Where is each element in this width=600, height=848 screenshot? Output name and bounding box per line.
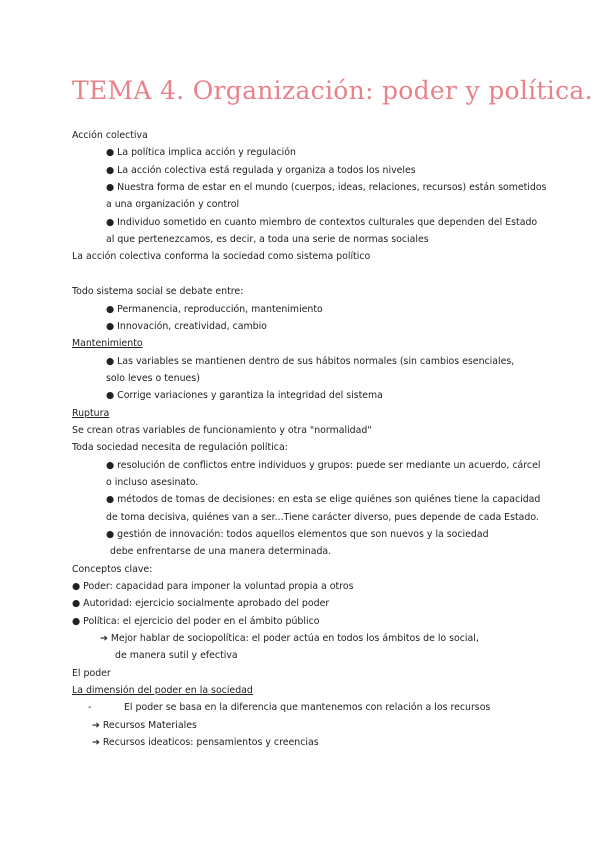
bullet-continuation: solo leves o tenues) <box>106 373 200 384</box>
bullet-item: ● Autoridad: ejercicio socialmente aprobado del poder <box>72 598 330 609</box>
dash-marker: - <box>88 702 92 713</box>
bullet-continuation: o incluso asesinato. <box>106 477 199 488</box>
bullet-item: ● La acción colectiva está regulada y organiza a todos los niveles <box>106 165 416 176</box>
bullet-item: ● resolución de conflictos entre individuos y grupos: puede ser mediante un acuerdo, cárcel <box>106 460 541 471</box>
subheading-ruptura: Ruptura <box>72 408 110 419</box>
bullet-item: ● Poder: capacidad para imponer la voluntad propia a otros <box>72 581 354 592</box>
bullet-item: ● Corrige variaciones y garantiza la integridad del sistema <box>106 390 383 401</box>
bullet-continuation: debe enfrentarse de una manera determinada. <box>110 546 332 557</box>
bullet-continuation: al que pertenezcamos, es decir, a toda una serie de normas sociales <box>106 234 429 245</box>
bullet-item: ● Individuo sometido en cuanto miembro de contextos culturales que dependen del Estado <box>106 217 538 228</box>
paragraph: Todo sistema social se debate entre: <box>72 286 244 297</box>
bullet-item: ● Innovación, creatividad, cambio <box>106 321 267 332</box>
section-heading: Acción colectiva <box>72 130 148 141</box>
bullet-continuation: a una organización y control <box>106 199 240 210</box>
arrow-item: ➔ Recursos ideaticos: pensamientos y creencias <box>92 737 319 748</box>
bullet-item: ● Nuestra forma de estar en el mundo (cuerpos, ideas, relaciones, recursos) están sometidos <box>106 182 547 193</box>
paragraph: Toda sociedad necesita de regulación política: <box>72 442 288 453</box>
bullet-item: ● métodos de tomas de decisiones: en esta se elige quiénes son quiénes tiene la capacidad <box>106 494 541 505</box>
bullet-item: ● gestión de innovación: todos aquellos elementos que son nuevos y la sociedad <box>106 529 489 540</box>
arrow-item: ➔ Mejor hablar de sociopolítica: el poder actúa en todos los ámbitos de lo social, <box>100 633 479 644</box>
arrow-item: ➔ Recursos Materiales <box>92 720 197 731</box>
bullet-item: ● Permanencia, reproducción, mantenimiento <box>106 304 323 315</box>
paragraph: Se crean otras variables de funcionamiento y otra "normalidad" <box>72 425 372 436</box>
section-heading: Conceptos clave: <box>72 564 153 575</box>
bullet-item: ● La política implica acción y regulación <box>106 147 296 158</box>
dash-item: El poder se basa en la diferencia que mantenemos con relación a los recursos <box>124 702 491 713</box>
bullet-item: ● Política: el ejercicio del poder en el ámbito público <box>72 616 320 627</box>
bullet-continuation: de toma decisiva, quiénes van a ser...Tiene carácter diverso, pues depende de cada Estado. <box>106 512 539 523</box>
page-title: TEMA 4. Organización: poder y política. <box>72 76 593 105</box>
subheading-dimension: La dimensión del poder en la sociedad <box>72 685 253 696</box>
subheading-mantenimiento: Mantenimiento <box>72 338 143 349</box>
paragraph: La acción colectiva conforma la sociedad como sistema político <box>72 251 371 262</box>
section-heading: El poder <box>72 668 111 679</box>
bullet-item: ● Las variables se mantienen dentro de sus hábitos normales (sin cambios esenciales, <box>106 356 515 367</box>
arrow-continuation: de manera sutil y efectiva <box>115 650 238 661</box>
